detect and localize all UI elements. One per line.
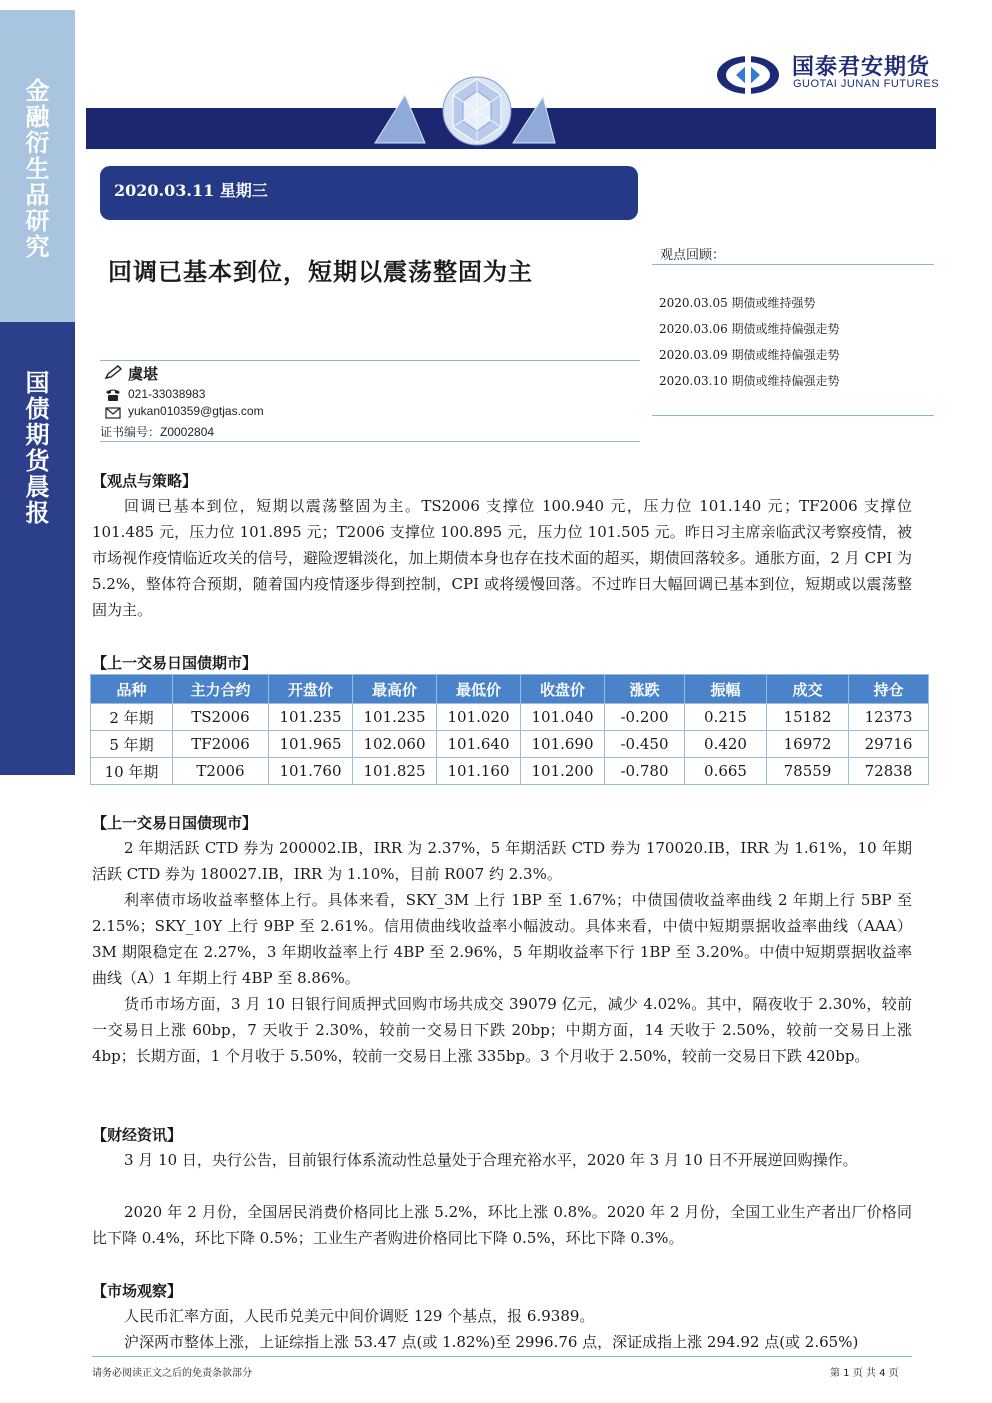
table-cell: 2 年期 bbox=[91, 704, 173, 731]
page-number: 第 1 页 共 4 页 bbox=[830, 1368, 899, 1379]
sidebar-label-char: 晨 bbox=[25, 473, 50, 501]
table-header-cell: 收盘价 bbox=[521, 675, 605, 704]
news-paragraph: 2020 年 2 月份，全国居民消费价格同比上涨 5.2%，环比上涨 0.8%。2020 年 2 月份，全国工业生产者出厂价格同比下降 0.4%，环比下降 0.5%；工业生产者购进价格同比下降 0.5%，环比下降 0.3%。 bbox=[92, 1203, 912, 1247]
report-date: 2020.03.11 星期三 bbox=[114, 181, 268, 200]
sidebar-top-band bbox=[0, 10, 75, 322]
table-row bbox=[91, 758, 929, 785]
table-cell: 101.040 bbox=[521, 704, 605, 731]
sidebar-label-char: 国 bbox=[25, 369, 50, 397]
table-cell: 101.235 bbox=[353, 704, 437, 731]
sidebar-label-char: 报 bbox=[25, 499, 50, 527]
table-cell: 101.640 bbox=[437, 731, 521, 758]
table-cell: 72838 bbox=[849, 758, 929, 785]
author-name: 虞堪 bbox=[128, 365, 159, 383]
table-cell: 101.200 bbox=[521, 758, 605, 785]
author-phone: 021-33038983 bbox=[128, 387, 206, 401]
author-email[interactable]: yukan010359@gtjas.com bbox=[128, 404, 264, 418]
table-cell: 10 年期 bbox=[91, 758, 173, 785]
table-cell: 101.760 bbox=[269, 758, 353, 785]
strategy-paragraph: 回调已基本到位，短期以震荡整固为主。TS2006 支撑位 100.940 元，压力位 101.140 元；TF2006 支撑位 101.485 元，压力位 101.895 元；T2006 支撑位 100.895 元，压力位 101.505 元。昨日习主席亲临武汉考察疫情，被市场视作疫情临近攻关的信号，避险逻辑淡化，加上期债本身也存在技术面的超买，期债回落较多。通胀方面，2 月 CPI 为 5.2%，整体符合预期，随着国内疫情逐步得到控制，CPI 或将缓慢回落。不过昨日大幅回调已基本到位，短期或以震荡整固为主。 bbox=[92, 497, 912, 619]
table-row bbox=[91, 731, 929, 758]
table-header-cell: 涨跌 bbox=[605, 675, 685, 704]
table-cell: TS2006 bbox=[173, 704, 269, 731]
phone-icon bbox=[104, 387, 122, 406]
table-cell: 101.235 bbox=[269, 704, 353, 731]
table-cell: 16972 bbox=[767, 731, 849, 758]
table-cell: 15182 bbox=[767, 704, 849, 731]
table-header-cell: 持仓 bbox=[849, 675, 929, 704]
review-heading: 观点回顾： bbox=[660, 248, 726, 263]
table-cell: -0.450 bbox=[605, 731, 685, 758]
table-header-cell: 开盘价 bbox=[269, 675, 353, 704]
table-row bbox=[91, 704, 929, 731]
table-header-cell: 主力合约 bbox=[173, 675, 269, 704]
spot-paragraph: 货币市场方面，3 月 10 日银行间质押式回购市场共成交 39079 亿元，减少 4.02%。其中，隔夜收于 2.30%，较前一交易日上涨 60bp，7 天收于 2.30%，较前一交易日下跌 20bp；中期方面，14 天收于 2.50%，较前一交易日上涨 4bp；长期方面，1 个月收于 5.50%，较前一交易日上涨 335bp。3 个月收于 2.50%，较前一交易日下跌 420bp。 bbox=[92, 995, 912, 1065]
futures-market-table bbox=[90, 674, 929, 785]
observation-paragraph: 人民币汇率方面，人民币兑美元中间价调贬 129 个基点，报 6.9389。 bbox=[124, 1307, 595, 1325]
table-header-cell: 品种 bbox=[91, 675, 173, 704]
section-heading-spot: 【上一交易日国债现市】 bbox=[92, 814, 258, 832]
table-cell: T2006 bbox=[173, 758, 269, 785]
section-heading-strategy: 【观点与策略】 bbox=[92, 472, 198, 490]
email-icon bbox=[104, 405, 122, 424]
table-cell: 29716 bbox=[849, 731, 929, 758]
sidebar-label-char: 研 bbox=[25, 207, 50, 235]
sidebar-label-char: 货 bbox=[25, 447, 50, 475]
table-cell: 101.020 bbox=[437, 704, 521, 731]
table-header-cell: 最低价 bbox=[437, 675, 521, 704]
table-header-cell: 成交 bbox=[767, 675, 849, 704]
review-item: 2020.03.10 期债或维持偏强走势 bbox=[659, 374, 840, 388]
section-heading-futures: 【上一交易日国债期市】 bbox=[92, 654, 258, 672]
sidebar-label-char: 究 bbox=[25, 233, 50, 261]
table-cell: 12373 bbox=[849, 704, 929, 731]
footer-disclaimer[interactable]: 请务必阅读正文之后的免责条款部分 bbox=[92, 1368, 252, 1379]
table-header-row bbox=[91, 675, 929, 704]
table-header-cell: 最高价 bbox=[353, 675, 437, 704]
news-paragraph: 3 月 10 日，央行公告，目前银行体系流动性总量处于合理充裕水平，2020 年 3 月 10 日不开展逆回购操作。 bbox=[124, 1151, 858, 1169]
table-cell: 0.215 bbox=[685, 704, 767, 731]
author-cert: 证书编号：Z0002804 bbox=[100, 425, 215, 439]
section-heading-observation: 【市场观察】 bbox=[92, 1282, 183, 1300]
footer-rule bbox=[92, 1356, 912, 1357]
table-cell: -0.780 bbox=[605, 758, 685, 785]
pen-icon bbox=[104, 364, 124, 384]
sidebar-label-char: 债 bbox=[25, 395, 50, 423]
sidebar-label-char: 金 bbox=[25, 77, 50, 105]
spot-paragraph: 2 年期活跃 CTD 券为 200002.IB，IRR 为 2.37%，5 年期活跃 CTD 券为 170020.IB，IRR 为 1.61%，10 年期活跃 CTD 券为 180027.IB，IRR 为 1.10%，目前 R007 约 2.3%。 bbox=[92, 839, 912, 883]
table-cell: 0.665 bbox=[685, 758, 767, 785]
sidebar-label-char: 生 bbox=[25, 155, 50, 183]
author-bottom-rule bbox=[100, 441, 640, 442]
table-header-cell: 振幅 bbox=[685, 675, 767, 704]
table-cell: 102.060 bbox=[353, 731, 437, 758]
sidebar-top-label bbox=[0, 78, 75, 260]
logo-english-name: GUOTAI JUNAN FUTURES bbox=[793, 78, 940, 90]
table-cell: 101.160 bbox=[437, 758, 521, 785]
section-heading-news: 【财经资讯】 bbox=[92, 1126, 183, 1144]
review-top-rule bbox=[652, 264, 934, 265]
company-logo-icon bbox=[716, 55, 780, 99]
table-cell: -0.200 bbox=[605, 704, 685, 731]
author-top-rule bbox=[100, 360, 640, 361]
review-item: 2020.03.09 期债或维持偏强走势 bbox=[659, 348, 840, 362]
review-bottom-rule bbox=[652, 415, 934, 416]
table-cell: 78559 bbox=[767, 758, 849, 785]
review-item: 2020.03.06 期债或维持偏强走势 bbox=[659, 322, 840, 336]
table-cell: 101.965 bbox=[269, 731, 353, 758]
review-item: 2020.03.05 期债或维持强势 bbox=[659, 296, 816, 310]
sidebar-label-char: 融 bbox=[25, 103, 50, 131]
table-cell: 101.690 bbox=[521, 731, 605, 758]
sidebar-label-char: 衍 bbox=[25, 129, 50, 157]
table-cell: 5 年期 bbox=[91, 731, 173, 758]
sidebar-label-char: 品 bbox=[25, 181, 50, 209]
sidebar-bottom-band bbox=[0, 322, 75, 775]
report-title: 回调已基本到位，短期以震荡整固为主 bbox=[108, 257, 533, 286]
table-cell: 0.420 bbox=[685, 731, 767, 758]
spot-paragraph: 利率债市场收益率整体上行。具体来看，SKY_3M 上行 1BP 至 1.67%；中债国债收益率曲线 2 年期上行 5BP 至 2.15%；SKY_10Y 上行 9BP 至 2.61%。信用债曲线收益率小幅波动。具体来看，中债中短期票据收益率曲线（AAA）3M 期限稳定在 2.27%，3 年期收益率上行 4BP 至 2.96%，5 年期收益率下行 1BP 至 3.20%。中债中短期票据收益率曲线（A）1 年期上行 4BP 至 8.86%。 bbox=[92, 891, 912, 987]
observation-paragraph: 沪深两市整体上涨，上证综指上涨 53.47 点(或 1.82%)至 2996.76 点，深证成指上涨 294.92 点(或 2.65%) bbox=[124, 1333, 859, 1351]
logo-chinese-name: 国泰君安期货 bbox=[792, 55, 931, 80]
table-cell: 101.825 bbox=[353, 758, 437, 785]
diamond-graphic-icon bbox=[365, 75, 565, 153]
sidebar-label-char: 期 bbox=[25, 421, 50, 449]
sidebar-bottom-label bbox=[0, 370, 75, 526]
table-cell: TF2006 bbox=[173, 731, 269, 758]
